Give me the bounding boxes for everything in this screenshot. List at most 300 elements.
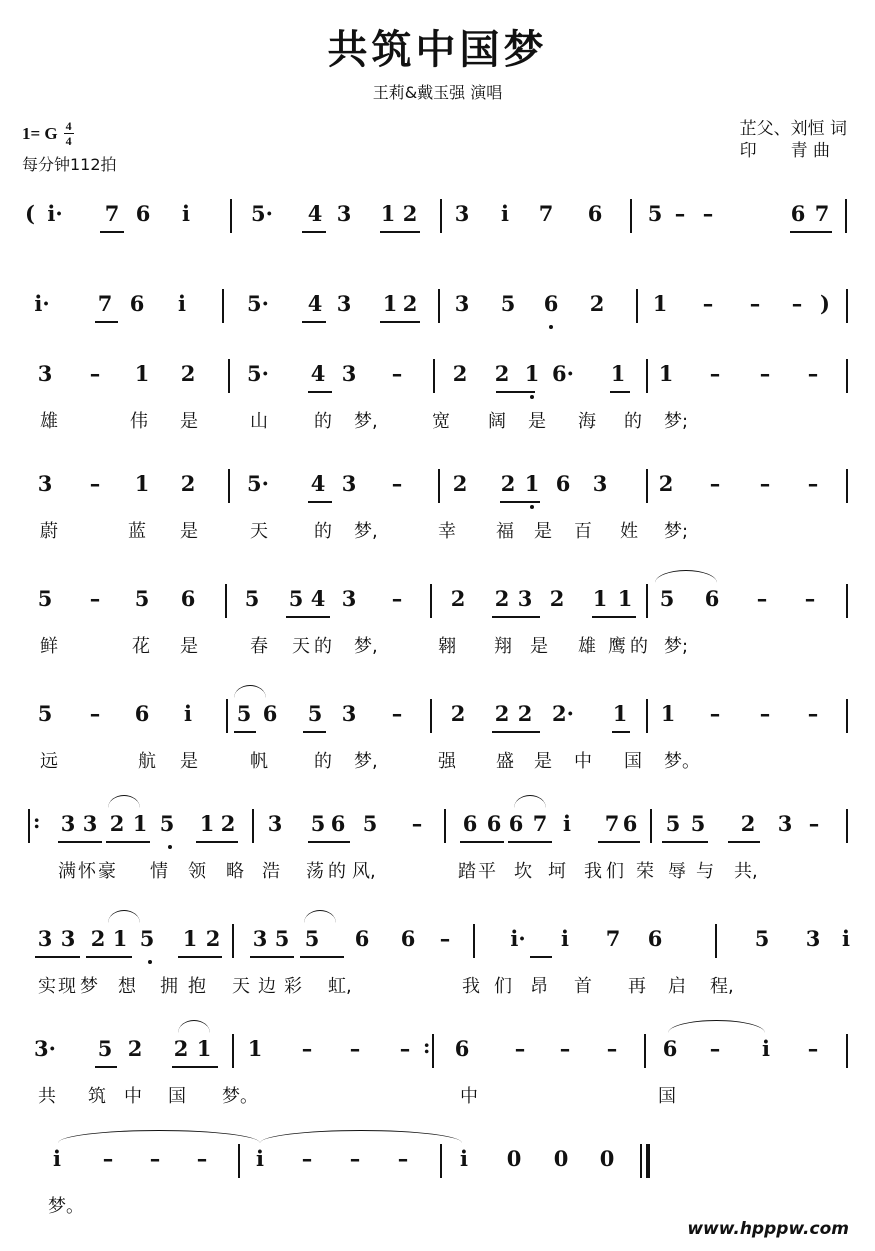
note: i <box>561 926 569 951</box>
note: 3 <box>454 291 470 316</box>
beam-underline <box>308 391 332 393</box>
note: 3 <box>37 471 53 496</box>
lyric-syllable: 梦, <box>354 521 378 542</box>
note: – <box>391 586 403 611</box>
lyrics-row <box>0 747 875 777</box>
note: 2 <box>90 926 106 951</box>
beam-underline <box>662 841 708 843</box>
note: 0 <box>506 1146 522 1171</box>
note: – <box>149 1146 161 1171</box>
lyric-syllable: 天 <box>292 636 310 657</box>
lyric-syllable: 虹, <box>328 976 352 997</box>
note: i <box>53 1146 61 1171</box>
lyric-syllable: 辱 <box>668 861 686 882</box>
note: 5 <box>37 586 53 611</box>
lyric-syllable: 盛 <box>496 751 514 772</box>
lyric-syllable: 雄 <box>578 636 596 657</box>
note: i <box>501 201 509 226</box>
note: – <box>89 361 101 386</box>
barline <box>846 1034 848 1068</box>
lyric-syllable: 我 <box>462 976 480 997</box>
lyric-syllable: 想 <box>118 976 136 997</box>
key-label: 1= G <box>22 123 58 143</box>
lyric-syllable: 宽 <box>432 411 450 432</box>
barline <box>630 199 632 233</box>
lyrics-row <box>0 857 875 887</box>
note: – <box>709 701 721 726</box>
watermark: www.hpppw.com <box>687 1219 849 1239</box>
tempo-marking: 每分钟112拍 <box>22 155 117 174</box>
lyrics-row <box>0 1192 875 1222</box>
note: 5 <box>134 586 150 611</box>
singers-credit: 王莉&戴玉强 演唱 <box>372 83 503 102</box>
note: – <box>89 471 101 496</box>
note: 3 <box>805 926 821 951</box>
lyric-syllable: 航 <box>138 751 156 772</box>
note: 5· <box>247 291 269 316</box>
note: 2 <box>402 201 418 226</box>
note: 2 <box>658 471 674 496</box>
note: – <box>397 1146 409 1171</box>
note: 3 <box>336 201 352 226</box>
lyric-syllable: 天 <box>232 976 250 997</box>
note: 2 <box>452 471 468 496</box>
note: 2 <box>450 586 466 611</box>
lyric-syllable: 程, <box>710 976 734 997</box>
note: – <box>807 701 819 726</box>
lyric-syllable: 踏 <box>458 861 476 882</box>
score-system-7 <box>0 805 875 915</box>
lyrics-row <box>0 517 875 547</box>
lyric-syllable: 春 <box>250 636 268 657</box>
lyric-syllable: 平 <box>478 861 496 882</box>
note: 1 <box>112 926 128 951</box>
note-row <box>0 195 875 235</box>
note: 2 <box>180 471 196 496</box>
note: – <box>514 1036 526 1061</box>
lyric-syllable: 幸 <box>438 521 456 542</box>
note: 5 <box>288 586 304 611</box>
barline <box>646 469 648 503</box>
lyric-syllable: 我 <box>584 861 602 882</box>
lyric-syllable: 的 <box>624 411 642 432</box>
note: 1 <box>199 811 215 836</box>
note: 6 <box>462 811 478 836</box>
barline <box>473 924 475 958</box>
note: 1 <box>196 1036 212 1061</box>
note: 5 <box>244 586 260 611</box>
note: 1 <box>132 811 148 836</box>
beam-underline <box>178 956 222 958</box>
low-octave-dot <box>148 960 152 964</box>
note: 2 <box>517 701 533 726</box>
lyric-syllable: 鹰 <box>608 636 626 657</box>
note: – <box>606 1036 618 1061</box>
note: 4 <box>307 201 323 226</box>
lyrics-row <box>0 972 875 1002</box>
lyric-syllable: 伟 <box>130 411 148 432</box>
lyric-syllable: 梦。 <box>48 1196 84 1217</box>
note: 3 <box>454 201 470 226</box>
note: – <box>749 291 761 316</box>
note: 3 <box>37 361 53 386</box>
lyric-syllable: 抱 <box>188 976 206 997</box>
lyric-syllable: 浩 <box>262 861 280 882</box>
lyric-syllable: 花 <box>132 636 150 657</box>
low-octave-dot <box>549 325 553 329</box>
lyric-syllable: 的 <box>314 411 332 432</box>
note: 1 <box>658 361 674 386</box>
beam-underline <box>308 501 332 503</box>
lyric-syllable: 实 <box>38 976 56 997</box>
barline <box>715 924 717 958</box>
note: 6 <box>543 291 559 316</box>
barline <box>440 1144 442 1178</box>
note: 5 <box>659 586 675 611</box>
lyric-syllable: 怀 <box>78 861 96 882</box>
note: 6 <box>486 811 502 836</box>
time-bottom: 4 <box>65 134 72 148</box>
beam-underline <box>95 321 118 323</box>
lyric-syllable: 是 <box>180 751 198 772</box>
barline <box>430 699 432 733</box>
note: 1 <box>592 586 608 611</box>
note: ) <box>820 291 830 316</box>
note: 6 <box>662 1036 678 1061</box>
lyric-syllable: 天 <box>250 521 268 542</box>
lyricist-credit: 芷父、刘恒 词 <box>739 119 847 139</box>
note: 6 <box>400 926 416 951</box>
beam-underline <box>86 956 132 958</box>
beam-underline <box>302 231 326 233</box>
note-row <box>0 285 875 325</box>
lyric-syllable: 荣 <box>636 861 654 882</box>
note: 3 <box>341 701 357 726</box>
note: i· <box>47 201 63 226</box>
note: i <box>256 1146 264 1171</box>
note: – <box>391 701 403 726</box>
note-row <box>0 920 875 960</box>
lyric-syllable: 边 <box>258 976 276 997</box>
note: 5 <box>236 701 252 726</box>
beam-underline <box>610 391 630 393</box>
lyric-syllable: 帆 <box>250 751 268 772</box>
note: 3 <box>82 811 98 836</box>
note: 7 <box>538 201 554 226</box>
barline <box>232 1034 234 1068</box>
lyric-syllable: 现 <box>58 976 76 997</box>
lyrics-row <box>0 407 875 437</box>
note: 6 <box>135 201 151 226</box>
lyric-syllable: 翱 <box>438 636 456 657</box>
note: – <box>804 586 816 611</box>
note: 5 <box>500 291 516 316</box>
lyric-syllable: 是 <box>180 521 198 542</box>
lyric-syllable: 远 <box>40 751 58 772</box>
lyric-syllable: 梦。 <box>664 751 700 772</box>
note: – <box>709 1036 721 1061</box>
note-row <box>0 805 875 845</box>
note: 2 <box>173 1036 189 1061</box>
barline <box>846 469 848 503</box>
note: 3 <box>60 926 76 951</box>
note: 7 <box>97 291 113 316</box>
note: – <box>89 586 101 611</box>
note: – <box>196 1146 208 1171</box>
note: 2 <box>205 926 221 951</box>
note: 6 <box>790 201 806 226</box>
beam-underline <box>302 321 326 323</box>
beam-underline <box>35 956 80 958</box>
lyric-syllable: 昂 <box>530 976 548 997</box>
lyric-syllable: 彩 <box>284 976 302 997</box>
note-row <box>0 355 875 395</box>
lyric-syllable: 海 <box>578 411 596 432</box>
lyric-syllable: 梦; <box>664 411 689 432</box>
note: – <box>399 1036 411 1061</box>
beam-underline <box>790 231 832 233</box>
lyric-syllable: 们 <box>494 976 512 997</box>
note: 3 <box>341 586 357 611</box>
lyric-syllable: 梦, <box>354 411 378 432</box>
barline <box>230 199 232 233</box>
note: 2 <box>740 811 756 836</box>
lyrics-row <box>0 1082 875 1112</box>
note: 1 <box>247 1036 263 1061</box>
lyric-syllable: 福 <box>496 521 514 542</box>
note: – <box>411 811 423 836</box>
note: 2 <box>127 1036 143 1061</box>
note: – <box>301 1146 313 1171</box>
note: 1 <box>652 291 668 316</box>
lyric-syllable: 蓝 <box>128 521 146 542</box>
note: – <box>349 1036 361 1061</box>
note: 5 <box>665 811 681 836</box>
note: 1 <box>617 586 633 611</box>
lyric-syllable: 筑 <box>88 1086 106 1107</box>
beam-underline <box>530 956 552 958</box>
repeat-dots: : <box>423 1034 431 1058</box>
beam-underline <box>612 731 630 733</box>
note: 2 <box>450 701 466 726</box>
note: 3 <box>336 291 352 316</box>
lyric-syllable: 们 <box>606 861 624 882</box>
note: 5 <box>274 926 290 951</box>
lyric-syllable: 的 <box>314 636 332 657</box>
repeat-barline <box>432 1034 434 1068</box>
note: 1 <box>524 471 540 496</box>
note: – <box>439 926 451 951</box>
beam-underline <box>598 841 640 843</box>
note: 1 <box>382 291 398 316</box>
barline <box>845 199 847 233</box>
note: 3 <box>267 811 283 836</box>
barline <box>438 469 440 503</box>
lyric-syllable: 山 <box>250 411 268 432</box>
lyrics-row <box>0 632 875 662</box>
composer-credit: 印 青 曲 <box>739 141 830 161</box>
note: – <box>559 1036 571 1061</box>
note: 5· <box>247 361 269 386</box>
beam-underline <box>460 841 504 843</box>
note: – <box>702 291 714 316</box>
note: 6 <box>262 701 278 726</box>
lyric-syllable: 坎 <box>514 861 532 882</box>
note: 7 <box>532 811 548 836</box>
lyric-syllable: 共, <box>734 861 758 882</box>
barline <box>846 584 848 618</box>
note: 3 <box>777 811 793 836</box>
note: 7 <box>104 201 120 226</box>
score-system-9 <box>0 1030 875 1140</box>
note: 2 <box>494 701 510 726</box>
note: – <box>102 1146 114 1171</box>
barline <box>225 584 227 618</box>
lyric-syllable: 荡 <box>306 861 324 882</box>
note: 2 <box>452 361 468 386</box>
note: 0 <box>553 1146 569 1171</box>
barline <box>646 584 648 618</box>
barline <box>636 289 638 323</box>
note: 1 <box>134 361 150 386</box>
lyric-syllable: 首 <box>574 976 592 997</box>
barline <box>430 584 432 618</box>
lyric-syllable: 国 <box>624 751 642 772</box>
lyric-syllable: 姓 <box>620 521 638 542</box>
lyric-syllable: 满 <box>58 861 76 882</box>
lyric-syllable: 领 <box>188 861 206 882</box>
note: 2 <box>549 586 565 611</box>
beam-underline <box>496 391 535 393</box>
lyric-syllable: 风, <box>352 861 376 882</box>
note: – <box>301 1036 313 1061</box>
note: 6 <box>129 291 145 316</box>
lyric-syllable: 翔 <box>494 636 512 657</box>
lyric-syllable: 情 <box>150 861 168 882</box>
beam-underline <box>380 321 420 323</box>
note: i· <box>510 926 526 951</box>
note: – <box>391 471 403 496</box>
lyric-syllable: 的 <box>328 861 346 882</box>
note: 3 <box>592 471 608 496</box>
note: 5 <box>304 926 320 951</box>
lyric-syllable: 蔚 <box>40 521 58 542</box>
note: 5 <box>307 701 323 726</box>
note: 1 <box>380 201 396 226</box>
note: i <box>762 1036 770 1061</box>
score-system-8 <box>0 920 875 1030</box>
note: 6 <box>622 811 638 836</box>
lyric-syllable: 是 <box>534 751 552 772</box>
note: – <box>759 361 771 386</box>
barline <box>228 359 230 393</box>
beam-underline <box>380 231 420 233</box>
lyric-syllable: 是 <box>530 636 548 657</box>
beam-underline <box>196 841 238 843</box>
lyric-syllable: 梦; <box>664 636 689 657</box>
lyric-syllable: 雄 <box>40 411 58 432</box>
lyric-syllable: 略 <box>226 861 244 882</box>
note: 1 <box>612 701 628 726</box>
note: 3 <box>60 811 76 836</box>
beam-underline <box>492 616 540 618</box>
note: – <box>702 201 714 226</box>
note: 6· <box>552 361 574 386</box>
lyric-syllable: 的 <box>314 521 332 542</box>
low-octave-dot <box>530 505 534 509</box>
beam-underline <box>592 616 636 618</box>
note: 5 <box>647 201 663 226</box>
note-row <box>0 580 875 620</box>
note: 2 <box>402 291 418 316</box>
note: 2 <box>220 811 236 836</box>
barline <box>252 809 254 843</box>
note: 4 <box>310 361 326 386</box>
note-row <box>0 1030 875 1070</box>
note: 3 <box>341 471 357 496</box>
barline <box>440 199 442 233</box>
lyric-syllable: 是 <box>180 411 198 432</box>
note: – <box>349 1146 361 1171</box>
final-barline <box>640 1144 642 1178</box>
note: 6 <box>508 811 524 836</box>
note: 6 <box>647 926 663 951</box>
note: 4 <box>310 471 326 496</box>
note: 6 <box>330 811 346 836</box>
lyric-syllable: 中 <box>124 1086 142 1107</box>
note: – <box>674 201 686 226</box>
key-signature <box>22 120 74 147</box>
note: i <box>842 926 850 951</box>
note: 6 <box>180 586 196 611</box>
lyric-syllable: 的 <box>314 751 332 772</box>
lyric-syllable: 坷 <box>548 861 566 882</box>
note: 2 <box>494 361 510 386</box>
score-system-3 <box>0 355 875 465</box>
note: 2 <box>500 471 516 496</box>
beam-underline <box>58 841 102 843</box>
song-title: 共筑中国梦 <box>327 26 548 73</box>
barline <box>646 359 648 393</box>
score-system-5 <box>0 580 875 690</box>
note: – <box>709 471 721 496</box>
note: 5 <box>37 701 53 726</box>
beam-underline <box>308 841 350 843</box>
note: 6 <box>587 201 603 226</box>
beam-underline <box>300 956 344 958</box>
note: 5 <box>159 811 175 836</box>
note-row <box>0 1140 875 1180</box>
barline <box>646 699 648 733</box>
note: – <box>756 586 768 611</box>
note: 6 <box>704 586 720 611</box>
note: 6 <box>134 701 150 726</box>
beam-underline <box>106 841 150 843</box>
note: – <box>759 471 771 496</box>
lyric-syllable: 梦 <box>80 976 98 997</box>
note: 5 <box>690 811 706 836</box>
note: 3 <box>517 586 533 611</box>
barline <box>846 359 848 393</box>
barline <box>846 699 848 733</box>
barline <box>644 1034 646 1068</box>
lyric-syllable: 拥 <box>160 976 178 997</box>
note: 1 <box>524 361 540 386</box>
lyric-syllable: 再 <box>628 976 646 997</box>
note: 2· <box>552 701 574 726</box>
score-system-4 <box>0 465 875 575</box>
note: 4 <box>307 291 323 316</box>
